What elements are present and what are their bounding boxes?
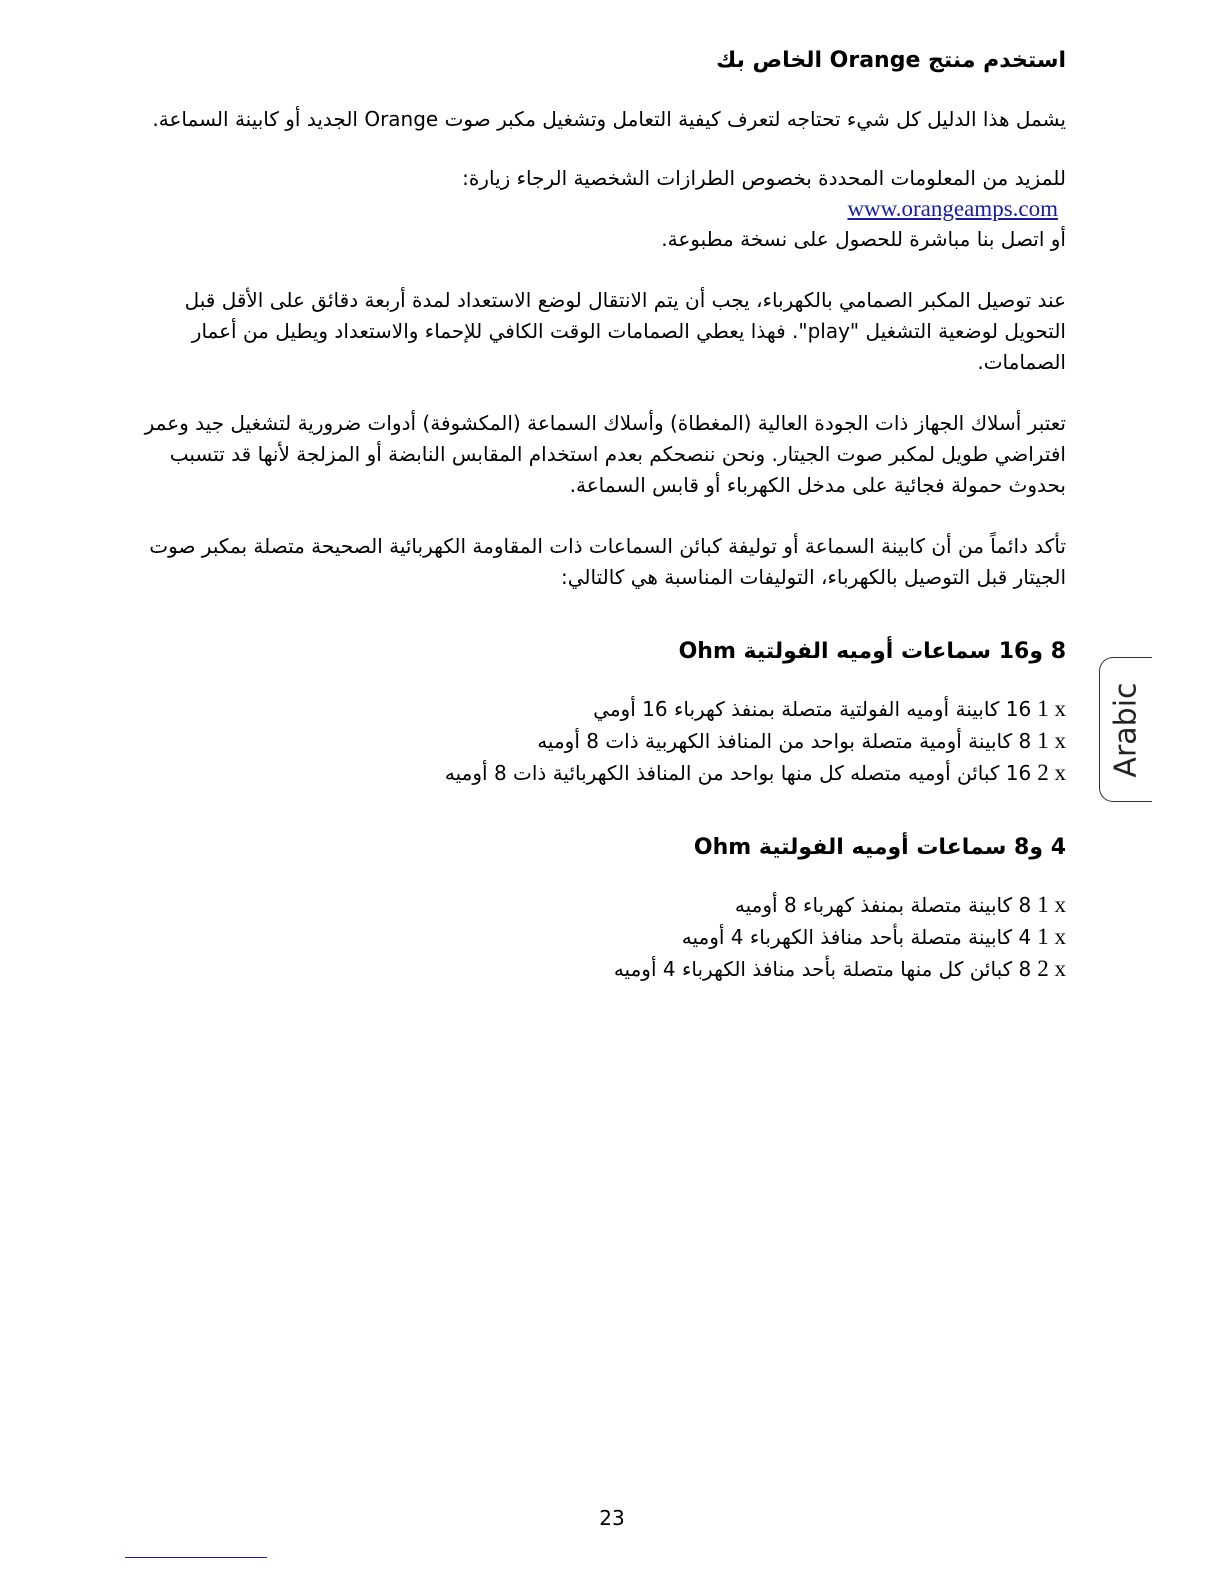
page-number: 23 bbox=[599, 1506, 625, 1530]
list-item-quantity: 2 x bbox=[1037, 956, 1066, 981]
list-item-text: 8 كبائن كل منها متصلة بأحد منافذ الكهرباء 4 أوميه bbox=[613, 957, 1032, 981]
cabinet-list-8-16-ohm bbox=[140, 693, 1066, 789]
cables-paragraph: تعتبر أسلاك الجهاز ذات الجودة العالية (المغطاة) وأسلاك السماعة (المكشوفة) أدوات ضرورية لتشغيل جيد وعمر افتراضي طويل لمكبر صوت الجيتار. ونحن ننصحكم بعدم استخدام المقابس النابضة أو المزلجة لأنها قد تتسبب بحدوث حمولة فجائية على مدخل الكهرباء أو قابس السماعة. bbox=[144, 411, 1066, 497]
list-item bbox=[140, 921, 1066, 953]
list-item bbox=[140, 757, 1066, 789]
section-heading-8-16-ohm: 8 و16 سماعات أوميه الفولتية Ohm bbox=[678, 639, 1066, 664]
list-item-quantity: 1 x bbox=[1037, 924, 1066, 949]
list-item bbox=[140, 889, 1066, 921]
list-item bbox=[140, 693, 1066, 725]
page-title: استخدم منتج Orange الخاص بك bbox=[716, 48, 1066, 73]
language-tab[interactable] bbox=[1099, 657, 1152, 802]
impedance-paragraph: تأكد دائماً من أن كابينة السماعة أو توليفة كبائن السماعات ذات المقاومة الكهربائية الصحيحة متصلة بمكبر صوت الجيتار قبل التوصيل بالكهرباء، التوليفات المناسبة هي كالتالي: bbox=[149, 534, 1066, 589]
list-item bbox=[140, 725, 1066, 757]
list-item-quantity: 1 x bbox=[1037, 728, 1066, 753]
more-info-text: للمزيد من المعلومات المحددة بخصوص الطرازات الشخصية الرجاء زيارة: bbox=[462, 166, 1066, 190]
document-body bbox=[140, 40, 1066, 985]
list-item-text: 16 كبائن أوميه متصله كل منها بواحد من المنافذ الكهربائية ذات 8 أوميه bbox=[444, 761, 1032, 785]
intro-paragraph: يشمل هذا الدليل كل شيء تحتاجه لتعرف كيفية التعامل وتشغيل مكبر صوت Orange الجديد أو كابينة السماعة. bbox=[152, 107, 1066, 131]
cabinet-list-4-8-ohm bbox=[140, 889, 1066, 985]
website-link[interactable]: www.orangeamps.com bbox=[847, 196, 1058, 221]
list-item bbox=[140, 953, 1066, 985]
list-item-text: 4 كابينة متصلة بأحد منافذ الكهرباء 4 أوميه bbox=[681, 925, 1032, 949]
list-item-text: 16 كابينة أوميه الفولتية متصلة بمنفذ كهرباء 16 أومي bbox=[593, 697, 1032, 721]
list-item-text: 8 كابينة أومية متصلة بواحد من المنافذ الكهربية ذات 8 أوميه bbox=[537, 729, 1032, 753]
list-item-quantity: 1 x bbox=[1037, 892, 1066, 917]
section-heading-4-8-ohm: 4 و8 سماعات أوميه الفولتية Ohm bbox=[693, 835, 1066, 860]
list-item-quantity: 1 x bbox=[1037, 696, 1066, 721]
list-item-text: 8 كابينة متصلة بمنفذ كهرباء 8 أوميه bbox=[734, 893, 1032, 917]
list-item-quantity: 2 x bbox=[1037, 760, 1066, 785]
footnote-divider bbox=[125, 1557, 267, 1558]
contact-text: أو اتصل بنا مباشرة للحصول على نسخة مطبوعة. bbox=[661, 227, 1066, 251]
standby-paragraph: عند توصيل المكبر الصمامي بالكهرباء، يجب أن يتم الانتقال لوضع الاستعداد لمدة أربعة دقائق على الأقل قبل التحويل لوضعية التشغيل "play". فهذا يعطي الصمامات الوقت الكافي للإحماء والاستعداد ويطيل من أعمار الصمامات. bbox=[184, 288, 1066, 374]
language-tab-label: Arabic bbox=[1108, 681, 1144, 778]
